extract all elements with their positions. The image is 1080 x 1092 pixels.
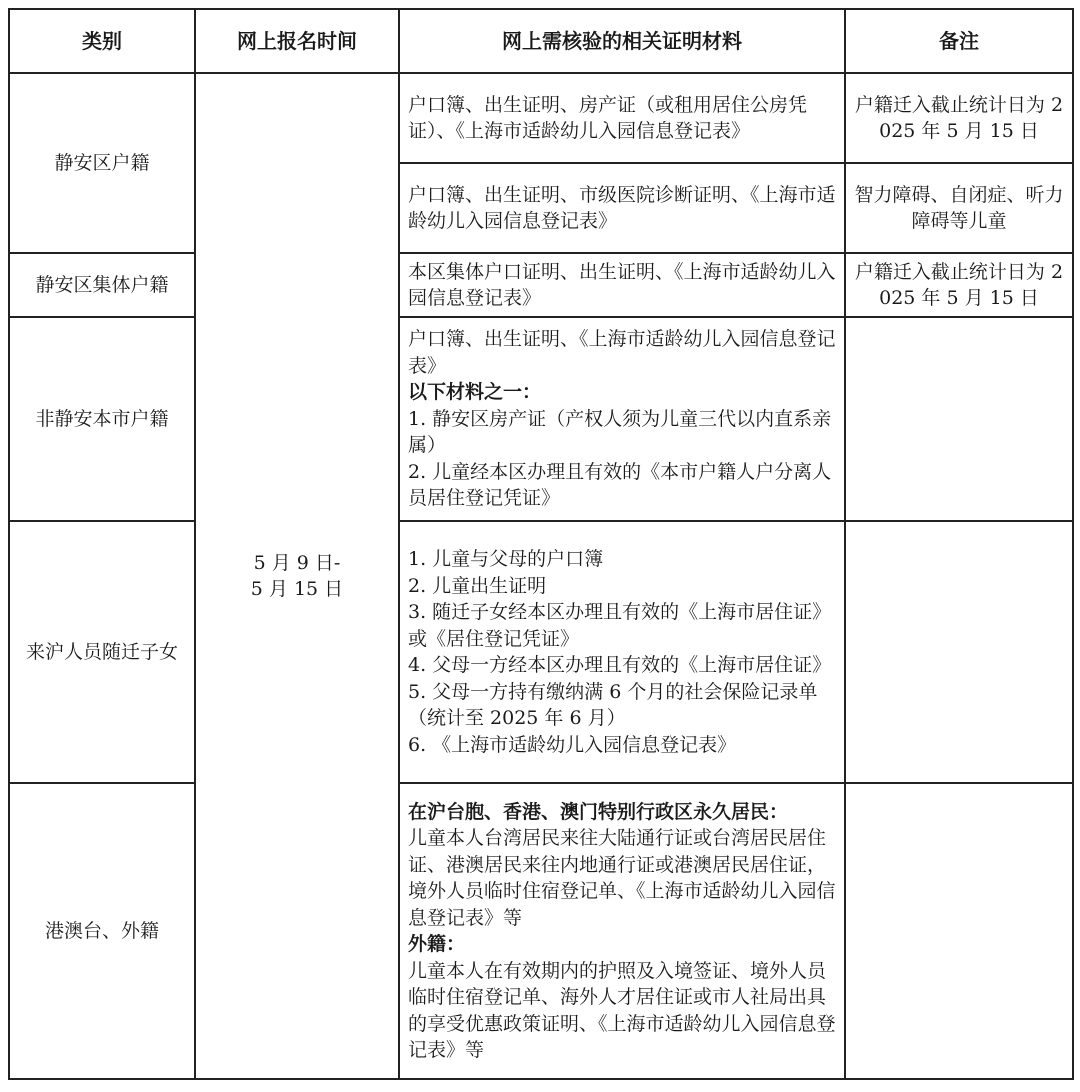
- material-item: 儿童本人台湾居民来往大陆通行证或台湾居民居住证、港澳居民来往内地通行证或港澳居民居住证，境外人员临时住宿登记单、《上海市适龄幼儿入园信息登记表》等: [408, 827, 836, 929]
- header-note: 备注: [845, 9, 1073, 73]
- materials-cell: 户口簿、出生证明、市级医院诊断证明、《上海市适龄幼儿入园信息登记表》: [399, 163, 845, 253]
- time-line-1: 5 月 9 日-: [253, 551, 341, 574]
- material-heading: 以下材料之一：: [408, 381, 542, 404]
- material-item: 1. 儿童与父母的户口簿: [408, 548, 604, 570]
- time-line-2: 5 月 15 日: [250, 578, 344, 600]
- category-cell: 静安区集体户籍: [9, 253, 195, 317]
- materials-cell: [399, 317, 845, 521]
- note-cell: [845, 317, 1073, 521]
- category-cell: 来沪人员随迁子女: [9, 521, 195, 783]
- table-row: [9, 73, 1073, 163]
- note-cell: [845, 521, 1073, 783]
- material-item: 2. 儿童出生证明: [408, 574, 547, 597]
- header-row: [9, 9, 1073, 73]
- category-cell: 静安区户籍: [9, 73, 195, 253]
- material-item: 2. 儿童经本区办理且有效的《本市户籍人户分离人员居住登记凭证》: [408, 460, 832, 510]
- material-item: 儿童本人在有效期内的护照及入境签证、境外人员临时住宿登记单、海外人才居住证或市人社局出具的享受优惠政策证明、《上海市适龄幼儿入园信息登记表》等: [408, 959, 836, 1061]
- material-item: 5. 父母一方持有缴纳满 6 个月的社会保险记录单（统计至 2025 年 6 月）: [408, 680, 818, 729]
- note-cell: 智力障碍、自闭症、听力障碍等儿童: [845, 163, 1073, 253]
- material-item: 户口簿、出生证明、《上海市适龄幼儿入园信息登记表》: [408, 328, 836, 377]
- materials-cell: [399, 521, 845, 783]
- materials-cell: [399, 783, 845, 1079]
- material-item: 6. 《上海市适龄幼儿入园信息登记表》: [408, 733, 737, 756]
- material-heading: 外籍：: [408, 933, 466, 955]
- table-row: [9, 521, 1073, 783]
- table-row: [9, 253, 1073, 317]
- materials-cell: 户口簿、出生证明、房产证（或租用居住公房凭证）、《上海市适龄幼儿入园信息登记表》: [399, 73, 845, 163]
- material-item: 4. 父母一方经本区办理且有效的《上海市居住证》: [408, 654, 832, 676]
- header-category: 类别: [9, 9, 195, 73]
- header-time: 网上报名时间: [195, 9, 399, 73]
- header-materials: 网上需核验的相关证明材料: [399, 9, 845, 73]
- category-cell: 非静安本市户籍: [9, 317, 195, 521]
- material-heading: 在沪台胞、香港、澳门特别行政区永久居民：: [408, 800, 789, 823]
- table-row: [9, 317, 1073, 521]
- note-cell: 户籍迁入截止统计日为 2025 年 5 月 15 日: [845, 73, 1073, 163]
- registration-time-cell: [195, 73, 399, 1079]
- note-cell: [845, 783, 1073, 1079]
- table-row: [9, 783, 1073, 1079]
- category-cell: 港澳台、外籍: [9, 783, 195, 1079]
- materials-cell: 本区集体户口证明、出生证明、《上海市适龄幼儿入园信息登记表》: [399, 253, 845, 317]
- material-item: 3. 随迁子女经本区办理且有效的《上海市居住证》或《居住登记凭证》: [408, 601, 832, 650]
- material-item: 1. 静安区房产证（产权人须为儿童三代以内直系亲属）: [408, 407, 832, 457]
- registration-table: [8, 8, 1074, 1080]
- note-cell: 户籍迁入截止统计日为 2025 年 5 月 15 日: [845, 253, 1073, 317]
